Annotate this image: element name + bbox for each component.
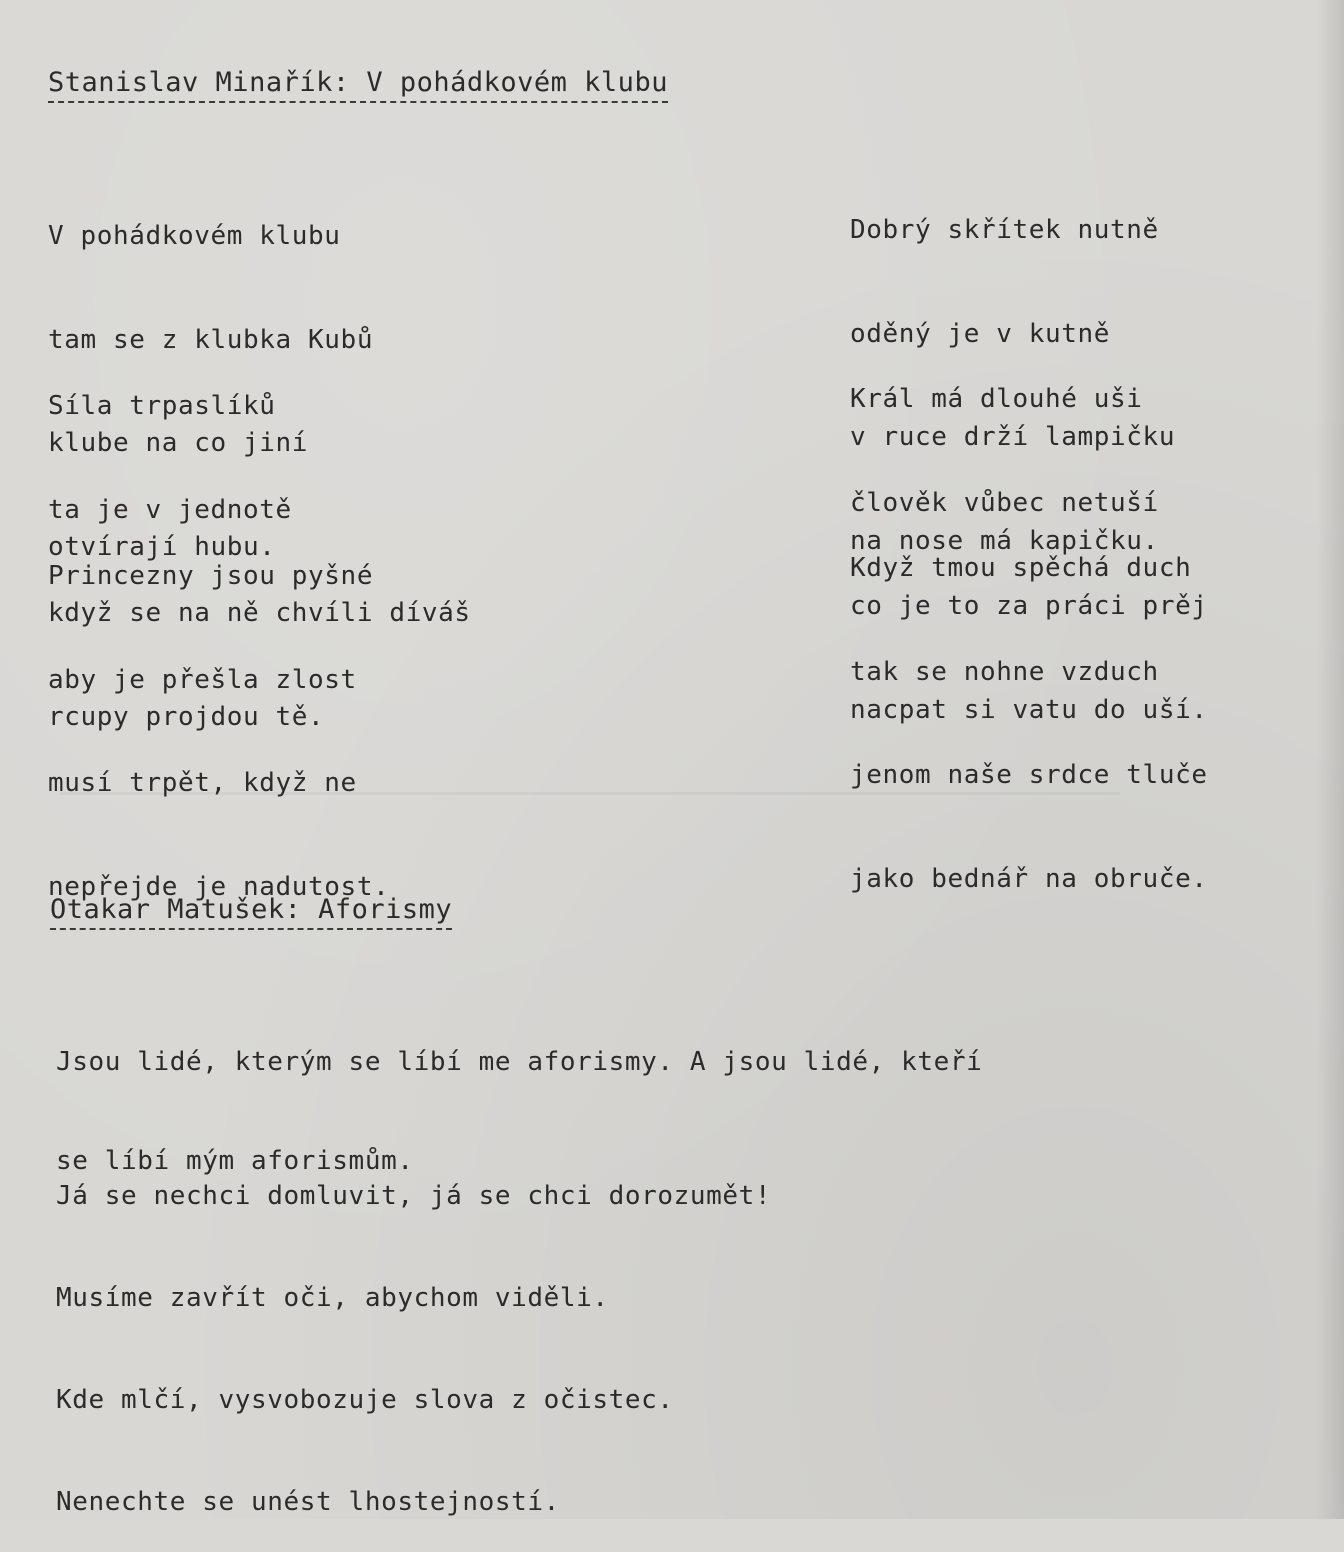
verse-line: musí trpět, když ne: [48, 768, 357, 798]
aphorism-line: Nenechte se unést lhostejností.: [56, 1487, 560, 1517]
verse-line: rcupy projdou tě.: [48, 701, 325, 732]
verse-line: nepřejde je nadutost.: [48, 871, 390, 902]
poem-title: Stanislav Minařík: V pohádkovém klubu: [48, 66, 668, 103]
poem-stanza-right-3: [850, 482, 1208, 931]
verse-line: Síla trpaslíků: [48, 391, 276, 421]
aphorism-line: Já se nechci domluvit, já se chci dorozumět!: [56, 1181, 772, 1211]
verse-line: nacpat si vatu do uší.: [850, 694, 1208, 725]
page-edge-shadow: [1316, 0, 1344, 1519]
verse-line: ta je v jednotě: [48, 494, 292, 525]
verse-line: klube na co jiní: [48, 428, 309, 458]
verse-line: na nose má kapičku.: [850, 525, 1159, 556]
verse-line: co je to za práci prěj: [850, 591, 1208, 621]
verse-line: Princezny jsou pyšné: [48, 561, 374, 591]
aphorism-line: Jsou lidé, kterým se líbí me aforismy. A jsou lidé, kteří: [56, 1047, 983, 1077]
verse-line: když se na ně chvíli díváš: [48, 598, 471, 628]
aphorisms-title: Otakar Matušek: Aforismy: [50, 893, 452, 930]
verse-line: otvírají hubu.: [48, 531, 276, 562]
verse-line: aby je přešla zlost: [48, 664, 357, 695]
aphorism-line: Musíme zavřít oči, abychom viděli.: [56, 1283, 609, 1313]
verse-line: člověk vůbec netuší: [850, 487, 1159, 518]
aphorism-line: Kde mlčí, vysvobozuje slova z očistec.: [56, 1385, 674, 1415]
aphorism-5: [56, 1420, 560, 1552]
verse-line: jako bednář na obruče.: [850, 863, 1208, 894]
verse-line: V pohádkovém klubu: [48, 221, 341, 251]
verse-line: Když tmou spěchá duch: [850, 553, 1192, 583]
verse-line: oděný je v kutně: [850, 318, 1111, 349]
verse-line: jenom naše srdce tluče: [850, 760, 1208, 790]
verse-line: tak se nohne vzduch: [850, 656, 1159, 687]
verse-line: Král má dlouhé uši: [850, 384, 1143, 414]
verse-line: Dobrý skřítek nutně: [850, 215, 1159, 245]
poem-stanza-left-3: [48, 490, 389, 939]
verse-line: v ruce drží lampičku: [850, 422, 1176, 452]
aphorism-line: se líbí mým aforismům.: [56, 1146, 414, 1176]
verse-line: tam se z klubka Kubů: [48, 324, 374, 355]
